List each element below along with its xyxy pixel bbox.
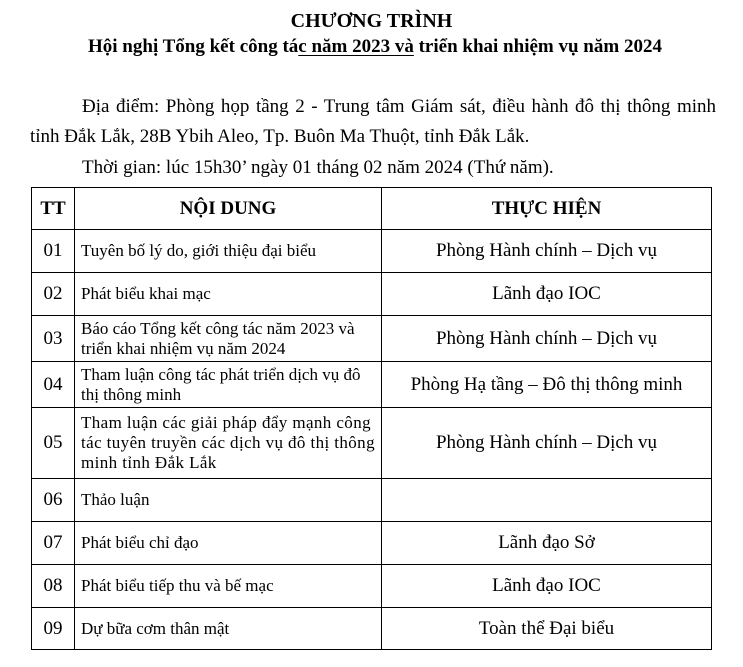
row-performer: Phòng Hành chính – Dịch vụ — [382, 408, 712, 479]
row-content: Thảo luận — [75, 479, 382, 522]
table-row — [32, 316, 712, 362]
row-tt: 02 — [32, 273, 75, 316]
subtitle-part-1: Hội nghị Tổng kết công tá — [88, 36, 299, 57]
program-table — [31, 187, 712, 650]
row-performer: Lãnh đạo IOC — [382, 273, 712, 316]
row-content: Phát biểu chỉ đạo — [75, 522, 382, 565]
time-paragraph: Thời gian: lúc 15h30’ ngày 01 tháng 02 năm 2024 (Thứ năm). — [82, 157, 554, 178]
row-tt: 01 — [32, 230, 75, 273]
header-tt: TT — [32, 188, 75, 230]
table-row — [32, 608, 712, 650]
row-content: Tuyên bố lý do, giới thiệu đại biểu — [75, 230, 382, 273]
table-row — [32, 273, 712, 316]
row-tt: 03 — [32, 316, 75, 362]
row-content: Dự bữa cơm thân mật — [75, 608, 382, 650]
table-row — [32, 565, 712, 608]
table-row — [32, 479, 712, 522]
row-content: Tham luận các giải pháp đẩy mạnh công tác tuyên truyền các dịch vụ đô thị thông minh tỉnh Đắk Lắk — [75, 408, 382, 479]
table-row — [32, 362, 712, 408]
row-performer — [382, 479, 712, 522]
subtitle-part-2: c năm 2023 và — [298, 36, 414, 57]
table-row — [32, 522, 712, 565]
row-performer: Phòng Hành chính – Dịch vụ — [382, 316, 712, 362]
table-header-row — [32, 188, 712, 230]
subtitle-part-3: triển khai nhiệm vụ năm 2024 — [413, 36, 662, 57]
row-content: Phát biểu tiếp thu và bế mạc — [75, 565, 382, 608]
header-content: NỘI DUNG — [75, 188, 382, 230]
row-tt: 07 — [32, 522, 75, 565]
row-performer: Phòng Hạ tầng – Đô thị thông minh — [382, 362, 712, 408]
row-content: Tham luận công tác phát triển dịch vụ đô thị thông minh — [75, 362, 382, 408]
location-paragraph: Địa điểm: Phòng họp tầng 2 - Trung tâm Giám sát, điều hành đô thị thông minh tỉnh Đắk Lắk, 28B Ybih Aleo, Tp. Buôn Ma Thuột, tỉnh Đắk Lắk. — [30, 96, 716, 147]
row-performer: Lãnh đạo Sở — [382, 522, 712, 565]
table-row — [32, 408, 712, 479]
row-content: Phát biểu khai mạc — [75, 273, 382, 316]
row-tt: 06 — [32, 479, 75, 522]
row-tt: 08 — [32, 565, 75, 608]
row-content: Báo cáo Tổng kết công tác năm 2023 và triển khai nhiệm vụ năm 2024 — [75, 316, 382, 362]
document-title: CHƯƠNG TRÌNH — [290, 10, 453, 32]
row-tt: 09 — [32, 608, 75, 650]
header-performer: THỰC HIỆN — [382, 188, 712, 230]
table-row — [32, 230, 712, 273]
row-performer: Phòng Hành chính – Dịch vụ — [382, 230, 712, 273]
row-performer: Toàn thể Đại biểu — [382, 608, 712, 650]
row-performer: Lãnh đạo IOC — [382, 565, 712, 608]
row-tt: 05 — [32, 408, 75, 479]
row-tt: 04 — [32, 362, 75, 408]
document-subtitle — [88, 34, 662, 60]
